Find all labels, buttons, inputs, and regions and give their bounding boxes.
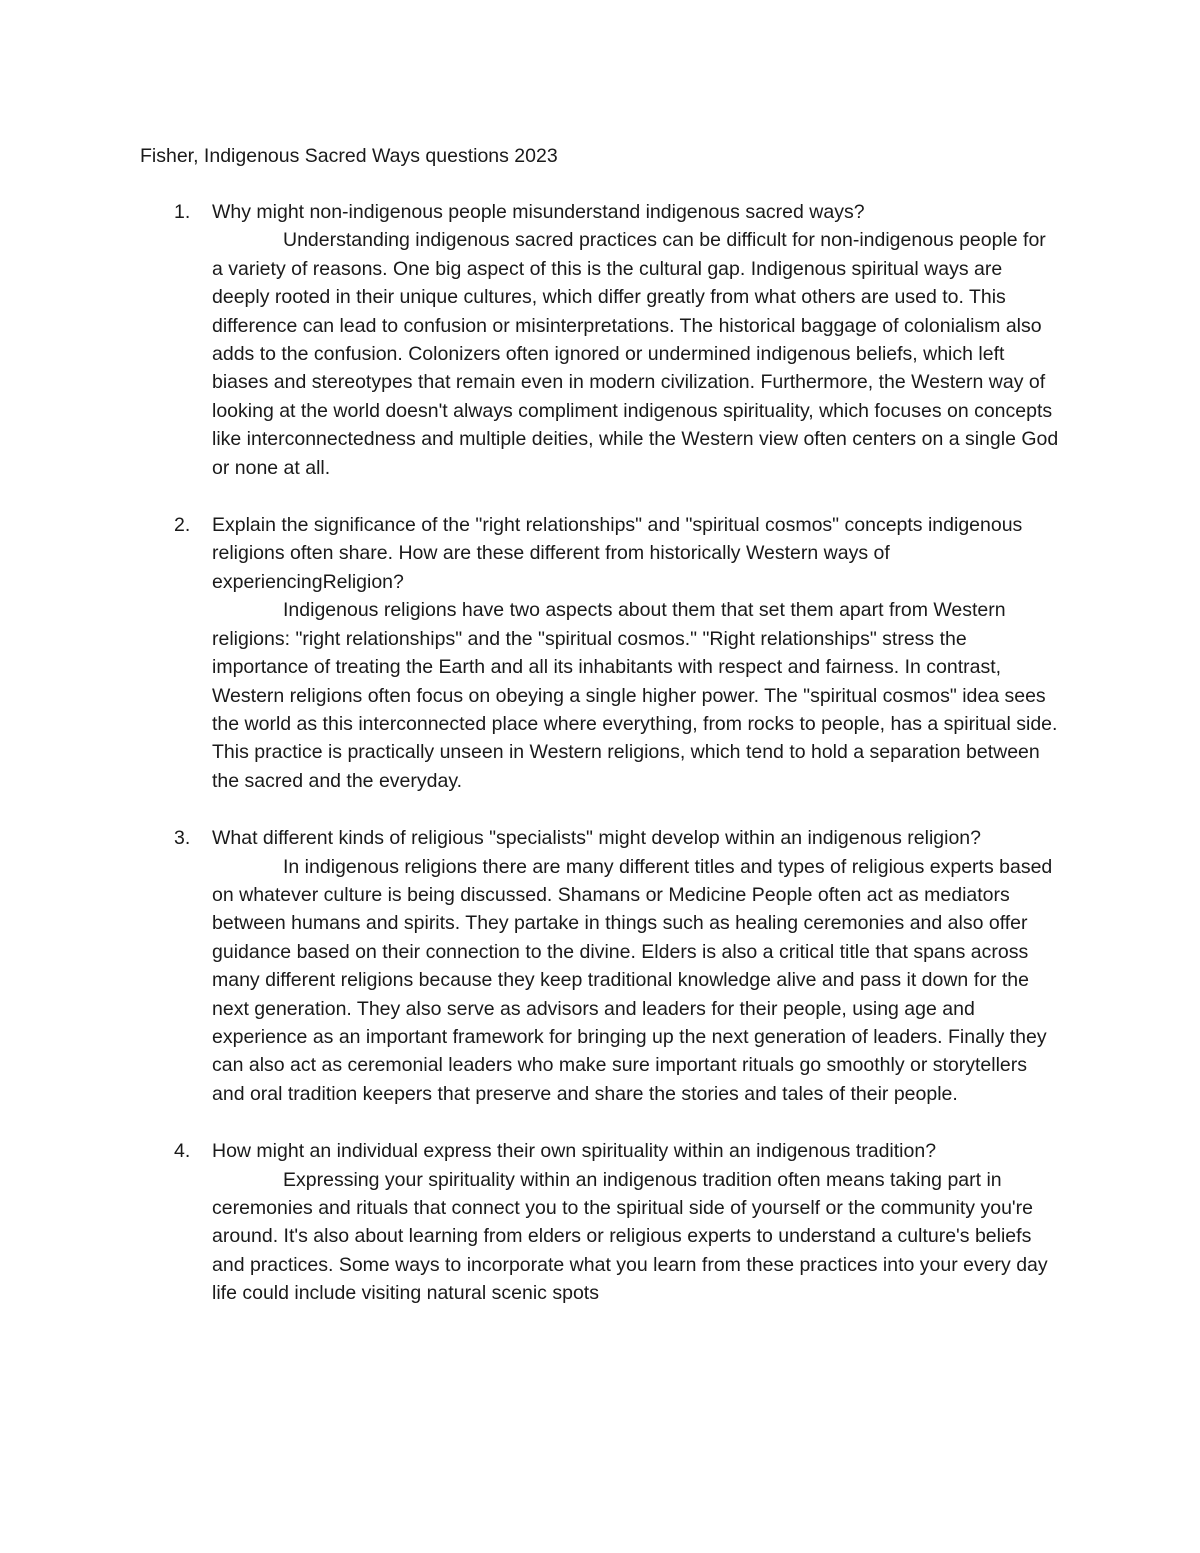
question-text: What different kinds of religious "specialists" might develop within an indigenous religion? (212, 827, 981, 850)
answer-text: Understanding indigenous sacred practices can be difficult for non-indigenous people for a variety of reasons. One big aspect of this is the cultural gap. Indigenous spiritual ways are deeply rooted in their unique cultures, which differ greatly from what others are used to. This difference can lead to confusion or misinterpretations. The historical baggage of colonialism also adds to the confusion. Colonizers often ignored or undermined indigenous beliefs, which left biases and stereotypes that remain even in modern civilization. Furthermore, the Western way of looking at the world doesn't always compliment indigenous spirituality, which focuses on concepts like interconnectedness and multiple deities, while the Western view often centers on a single God or none at all. (212, 229, 1059, 479)
question-item-1 (140, 198, 1060, 482)
question-number: 3. (174, 827, 191, 850)
answer-text: In indigenous religions there are many different titles and types of religious experts based on whatever culture is being discussed. Shamans or Medicine People often act as mediators between humans and spirits. They partake in things such as healing ceremonies and also offer guidance based on their connection to the divine. Elders is also a critical title that spans across many different religions because they keep traditional knowledge alive and pass it down for the next generation. They also serve as advisors and leaders for their people, using age and experience as an important framework for bringing up the next generation of leaders. Finally they can also act as ceremonial leaders who make sure important rituals go smoothly or storytellers and oral tradition keepers that preserve and share the stories and tales of their people. (212, 855, 1053, 1105)
question-number: 2. (174, 514, 191, 537)
question-text: Explain the significance of the "right relationships" and "spiritual cosmos" concepts indigenous religions often share. How are these different from historically Western ways of experiencingReligion? (212, 514, 1023, 593)
question-number: 1. (174, 201, 191, 223)
document-title: Fisher, Indigenous Sacred Ways questions 2023 (140, 145, 558, 167)
question-item-3 (140, 824, 1060, 1108)
answer-text: Expressing your spirituality within an indigenous tradition often means taking part in ceremonies and rituals that connect you to the spiritual side of yourself or the community you're around. It's also about learning from elders or religious experts to understand a culture's beliefs and practices. Some ways to incorporate what you learn from these practices into your every day life could include visiting natural scenic spots (212, 1168, 1048, 1305)
question-text: How might an individual express their own spirituality within an indigenous tradition? (212, 1140, 937, 1163)
question-text: Why might non-indigenous people misunderstand indigenous sacred ways? (212, 201, 865, 223)
question-number: 4. (174, 1140, 191, 1163)
question-item-2 (140, 511, 1060, 795)
answer-text: Indigenous religions have two aspects about them that set them apart from Western religions: "right relationships" and the "spiritual cosmos." "Right relationships" stress the importance of treating the Earth and all its inhabitants with respect and fairness. In contrast, Western religions often focus on obeying a single higher power. The "spiritual cosmos" idea sees the world as this interconnected place where everything, from rocks to people, has a spiritual side. This practice is practically unseen in Western religions, which tend to hold a separation between the sacred and the everyday. (212, 599, 1058, 792)
question-list (140, 198, 1060, 1337)
question-item-4 (140, 1137, 1060, 1307)
